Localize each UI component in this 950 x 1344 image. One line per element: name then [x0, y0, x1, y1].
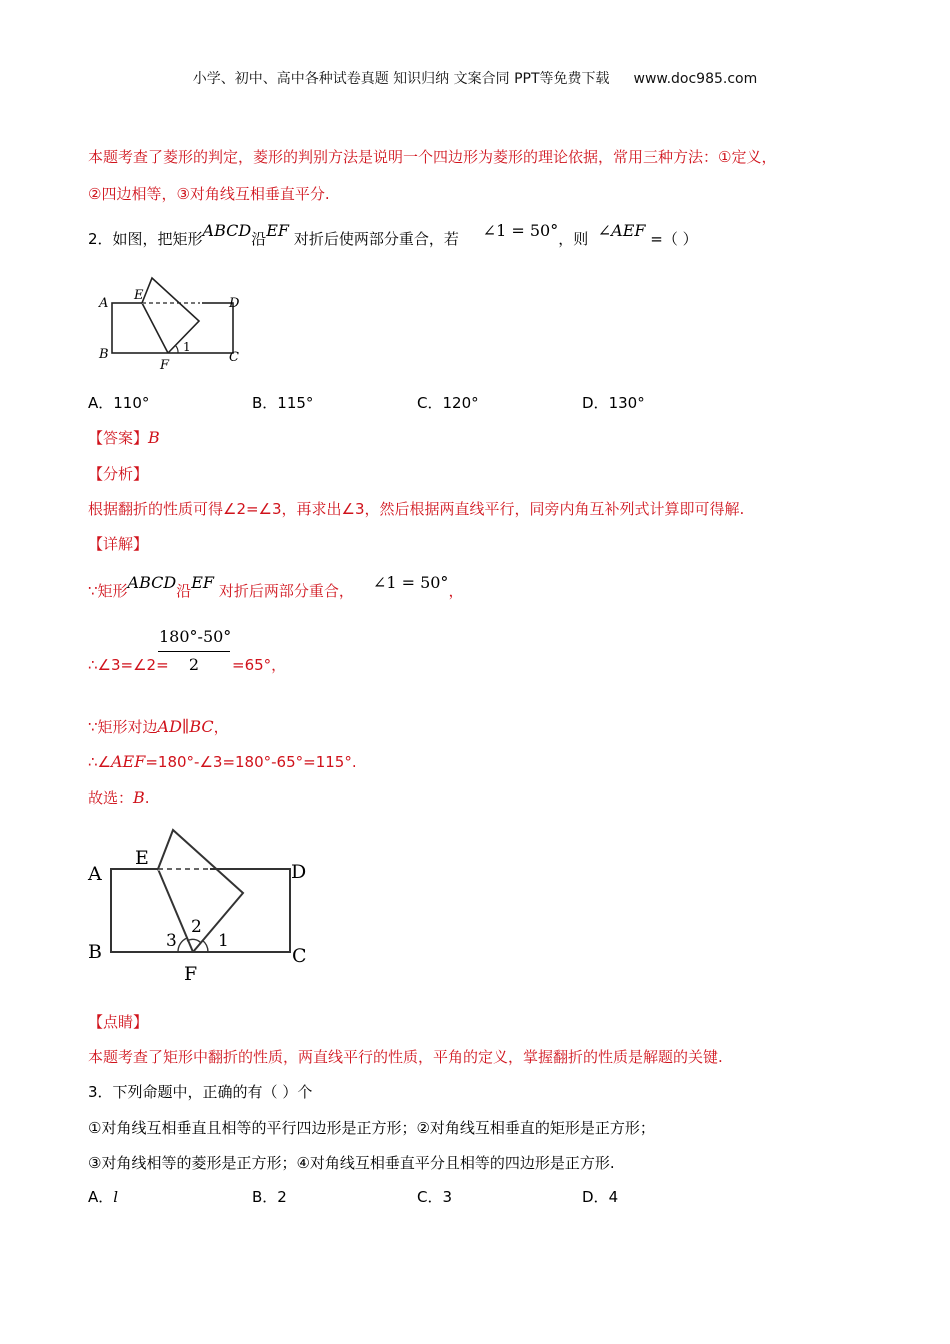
math-aef: ∠AEF [597, 221, 646, 240]
q2-stem: 2．如图，把矩形ABCD沿EF 对折后使两部分重合，若 ∠1 = 50°，则 ∠AEF =（ ） [88, 221, 698, 248]
q2-analysis-tag: 【分析】 [88, 465, 149, 483]
label-a: A [88, 863, 102, 885]
page-header [0, 68, 950, 88]
header-url[interactable]: www.doc985.com [633, 71, 758, 87]
prev-summary-line2: ②四边相等，③对角线互相垂直平分. [88, 185, 330, 203]
q2-detail-line3: ∵矩形对边AD∥BC， [88, 717, 229, 736]
fraction-numerator: 180°-50° [159, 627, 232, 646]
label-e: E [134, 288, 144, 303]
q3-option-d[interactable]: D．4 [582, 1188, 619, 1206]
q3-option-a[interactable]: A．l [88, 1188, 119, 1206]
fraction-denominator: 2 [188, 655, 200, 674]
label-f: F [184, 963, 198, 985]
label-f: F [160, 358, 170, 372]
q2-analysis: 根据翻折的性质可得∠2=∠3，再求出∠3，然后根据两直线平行，同旁内角互补列式计算即可得解. [88, 500, 745, 518]
q3-stem: 3．下列命题中，正确的有（ ）个 [88, 1083, 313, 1101]
q2-detail-line1: ∵矩形ABCD沿EF 对折后两部分重合， ∠1 = 50°， [88, 573, 464, 600]
q2-figure-small [92, 272, 252, 372]
header-text: 小学、初中、高中各种试卷真题 知识归纳 文案合同 PPT等免费下载 [192, 71, 610, 87]
label-d: D [291, 861, 307, 883]
q3-line2: ③对角线相等的菱形是正方形；④对角线互相垂直平分且相等的四边形是正方形. [88, 1154, 615, 1172]
q2-detail-line4: ∴∠AEF=180°-∠3=180°-65°=115°. [88, 752, 357, 771]
rectangle [111, 869, 290, 952]
q2-option-d[interactable]: D．130° [582, 394, 645, 412]
q2-detail-line2: ∴∠3=∠2= [88, 656, 169, 674]
q2-answer: 【答案】B [88, 428, 160, 447]
math-angle1: ∠1 = 50° [482, 221, 559, 240]
q2-detail-tag: 【详解】 [88, 535, 149, 553]
fold-line-ef [142, 303, 168, 353]
label-angle1: 1 [218, 931, 229, 951]
label-c: C [292, 945, 307, 967]
q2-figure-large [80, 822, 330, 992]
q2-detail-line5: 故选：B. [88, 788, 150, 807]
prev-summary-line1: 本题考查了菱形的判定，菱形的判别方法是说明一个四边形为菱形的理论依据，常用三种方法：①定义， [88, 148, 777, 166]
q2-comment-tag: 【点睛】 [88, 1013, 149, 1031]
q3-option-b[interactable]: B．2 [252, 1188, 287, 1206]
q2-detail-line2-result: =65°， [232, 656, 287, 674]
fraction-bar [158, 651, 230, 652]
math-ef: EF [266, 221, 290, 240]
q3-line1: ①对角线互相垂直且相等的平行四边形是正方形；②对角线互相垂直的矩形是正方形； [88, 1119, 655, 1137]
q2-option-c[interactable]: C．120° [417, 394, 479, 412]
label-c: C [229, 350, 239, 365]
math-abcd: ABCD [202, 221, 252, 240]
q2-option-b[interactable]: B．115° [252, 394, 314, 412]
q3-option-c[interactable]: C．3 [417, 1188, 453, 1206]
label-b: B [99, 347, 109, 362]
angle3-arc [178, 938, 187, 952]
rectangle [112, 303, 233, 353]
angle1-arc [175, 345, 178, 353]
label-b: B [88, 941, 102, 963]
q2-option-a[interactable]: A．110° [88, 394, 150, 412]
label-e: E [135, 847, 149, 869]
label-d: D [229, 296, 240, 311]
label-angle3: 3 [166, 931, 177, 951]
q2-comment: 本题考查了矩形中翻折的性质，两直线平行的性质，平角的定义，掌握翻折的性质是解题的关键. [88, 1048, 723, 1066]
label-angle1: 1 [183, 340, 191, 354]
label-angle2: 2 [191, 917, 202, 937]
label-a: A [99, 296, 109, 311]
